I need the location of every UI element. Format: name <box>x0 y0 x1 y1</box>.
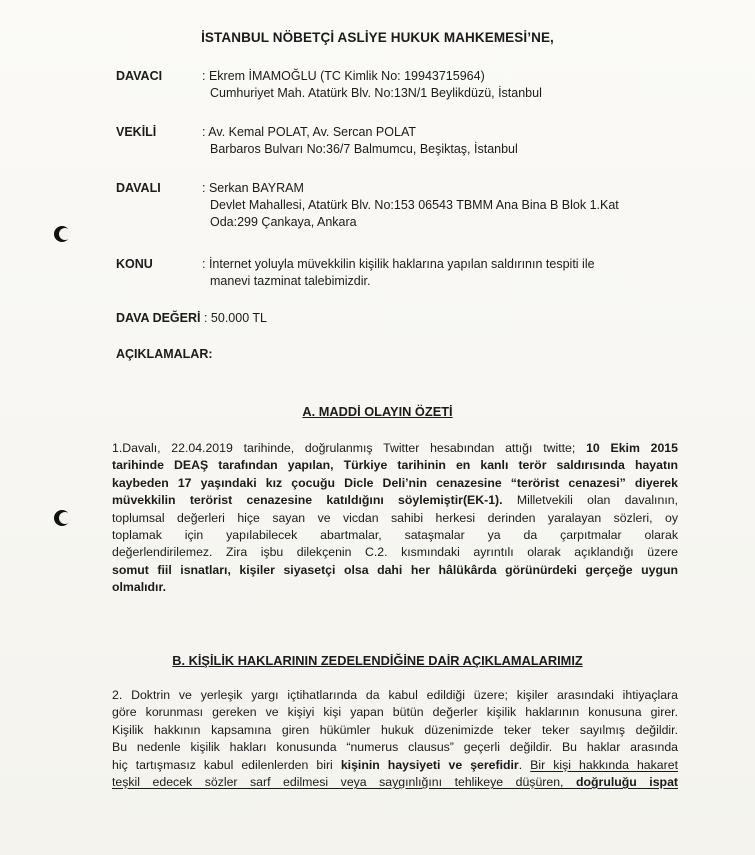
section-a-title: A. MADDİ OLAYIN ÖZETİ <box>302 404 453 419</box>
attorney-names: : Av. Kemal POLAT, Av. Sercan POLAT <box>202 125 416 139</box>
paragraph-line <box>112 475 678 492</box>
bold-run: olmalıdır. <box>112 580 166 595</box>
bold-run: kaybeden 17 yaşındaki kız çocuğu Dicle Deli’nin cenazesine “terörist cenazesi” diyerek <box>112 475 678 490</box>
underlined-run: teşkil edecek sözler sarf edilmesi veya saygınlığını tehlikeye düşüren, <box>112 775 576 790</box>
punch-hole <box>54 226 70 242</box>
text-run: 1.Davalı, 22.04.2019 tarihinde, doğrulanmış Twitter hesabından attığı twitte; <box>112 441 587 455</box>
case-value: : 50.000 TL <box>203 311 267 325</box>
plaintiff-name: : Ekrem İMAMOĞLU (TC Kimlik No: 19943715964) <box>202 69 485 83</box>
defendant-value <box>202 180 742 231</box>
explanations-label: AÇIKLAMALAR: <box>116 347 213 361</box>
plaintiff-label: DAVACI <box>116 69 163 83</box>
section-b-title: B. KİŞİLİK HAKLARININ ZEDELENDİĞİNE DAİR AÇIKLAMALARIMIZ <box>172 653 583 668</box>
subject-line-1: : İnternet yoluyla müvekkilin kişilik haklarına yapılan saldırının tespiti ile <box>202 257 595 271</box>
underlined-run: Bir kişi hakkında hakaret <box>530 757 678 772</box>
bold-run: tarihinde DEAŞ tarafından yapılan, Türkiye tarihinin en kanlı terör saldırısında hayatın <box>112 458 678 473</box>
paragraph-line <box>112 579 678 596</box>
attorney-value <box>202 124 742 158</box>
subject-label: KONU <box>116 257 153 271</box>
paragraph-line <box>112 457 678 474</box>
bold-run: müvekkilin terörist cenazesine katıldığını söylemiştir(EK-1). <box>112 493 503 508</box>
bold-run: kişinin haysiyeti ve şerefidir <box>340 757 519 772</box>
text-run: Milletvekili olan davalının, <box>502 493 678 508</box>
court-title: İSTANBUL NÖBETÇİ ASLİYE HUKUK MAHKEMESİ’NE, <box>201 30 554 45</box>
case-value-row <box>116 311 267 325</box>
defendant-label: DAVALI <box>116 181 161 195</box>
paragraph-1 <box>112 440 678 597</box>
paragraph-line: toplumsal değerleri hiçe sayan ve vicdan sahibi herkesi derinden yaralayan sözleri, oy <box>112 510 678 525</box>
bold-underlined-run: doğruluğu ispat <box>576 775 679 790</box>
paragraph-line: Kişilik hakkının kapsamına giren hükümler hukuk düzenimizde teker teker sayılmış değildir. <box>112 722 678 737</box>
plaintiff-address: Cumhuriyet Mah. Atatürk Blv. No:13N/1 Beylikdüzü, İstanbul <box>210 86 542 100</box>
subject-line-2: manevi tazminat talebimizdir. <box>210 274 371 288</box>
paragraph-line <box>112 774 678 791</box>
plaintiff-value <box>202 68 742 102</box>
bold-run: 10 Ekim 2015 <box>586 441 678 455</box>
paragraph-line <box>112 440 678 457</box>
attorney-address: Barbaros Bulvarı No:36/7 Balmumcu, Beşiktaş, İstanbul <box>210 142 518 156</box>
attorney-label: VEKİLİ <box>116 125 157 139</box>
bold-run: somut fiil isnatları, kişiler siyasetçi olsa dahi her hâlükârda görünürdeki gerçeğe uygun <box>112 562 678 577</box>
defendant-address-1: Devlet Mahallesi, Atatürk Blv. No:153 06543 TBMM Ana Bina B Blok 1.Kat <box>210 198 619 212</box>
text-run: . <box>518 757 531 772</box>
defendant-address-2: Oda:299 Çankaya, Ankara <box>210 215 357 229</box>
paragraph-line <box>112 562 678 579</box>
paragraph-line: göre korunması gereken ve kişiyi kişi yapan bütün değerler kişilik haklarının konusuna girer. <box>112 705 678 720</box>
paragraph-line: 2. Doktrin ve yerleşik yargı içtihatlarında da kabul edildiği üzere; kişiler arasındaki ihtiyaçlara <box>112 688 678 702</box>
paragraph-line: değerlendirilemez. Zira işbu dilekçenin C.2. kısmındaki ayrıntılı olarak açıklandığı üzere <box>112 545 678 560</box>
subject-value <box>202 256 742 290</box>
paragraph-line <box>112 492 678 509</box>
paragraph-2 <box>112 687 678 791</box>
defendant-name: : Serkan BAYRAM <box>202 181 304 195</box>
paragraph-line: toplamak için yapılabilecek abartmalar, sataşmalar ya da çarpıtmalar olarak <box>112 528 678 543</box>
case-value-label: DAVA DEĞERİ <box>116 311 201 325</box>
text-run: hiç tartışmasız kabul edilenlerden biri <box>112 757 341 772</box>
punch-hole <box>54 510 70 526</box>
paragraph-line <box>112 757 678 774</box>
paragraph-line: Bu nedenle kişilik hakları konusunda “numerus clausus” geçerli değildir. Bu haklar arasında <box>112 740 678 755</box>
